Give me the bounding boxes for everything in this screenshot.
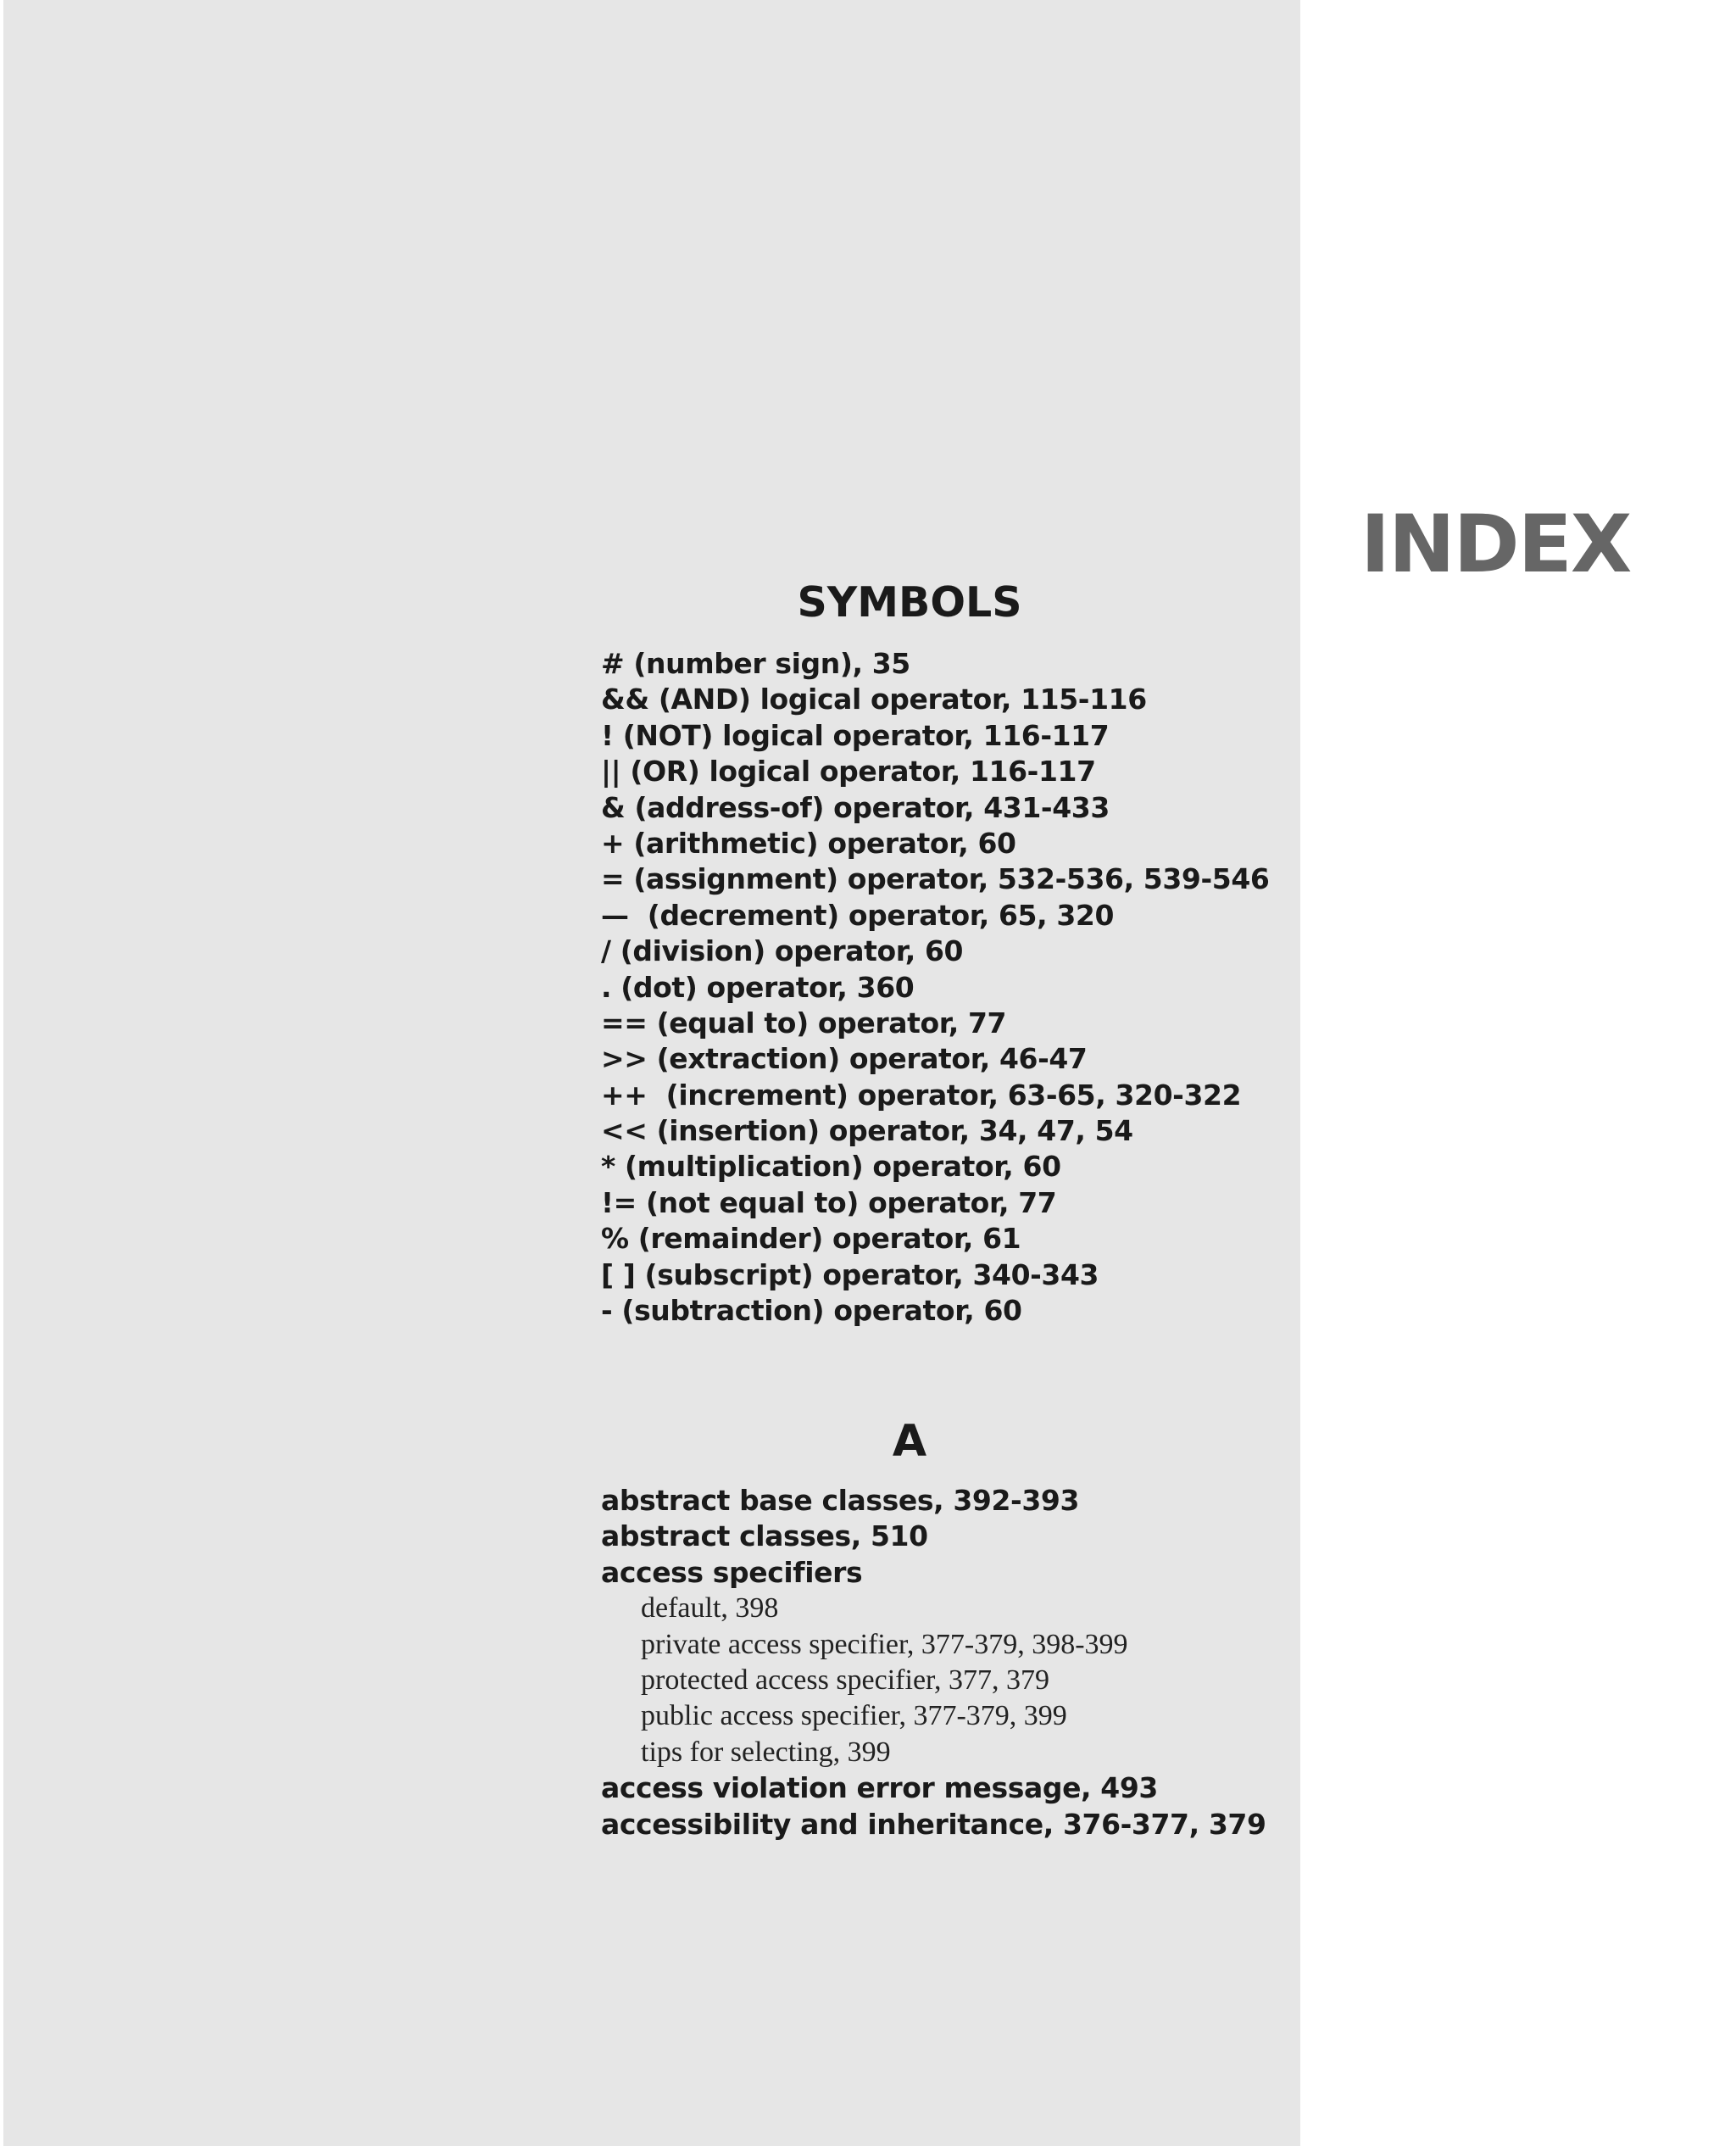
section-heading-symbols: SYMBOLS: [797, 578, 1022, 627]
index-entry: [ ] (subscript) operator, 340-343: [601, 1257, 1099, 1291]
index-subentry: private access specifier, 377-379, 398-399: [641, 1628, 1128, 1660]
index-subentry: protected access specifier, 377, 379: [641, 1664, 1049, 1696]
page-title: INDEX: [1360, 499, 1631, 591]
index-entry: accessibility and inheritance, 376-377, 379: [601, 1807, 1266, 1841]
index-entry: ! (NOT) logical operator, 116-117: [601, 718, 1110, 752]
index-subentry: public access specifier, 377-379, 399: [641, 1700, 1067, 1732]
index-entry: — (decrement) operator, 65, 320: [601, 898, 1115, 932]
index-entry: . (dot) operator, 360: [601, 970, 915, 1004]
index-entry: ++ (increment) operator, 63-65, 320-322: [601, 1078, 1242, 1112]
index-entry: << (insertion) operator, 34, 47, 54: [601, 1114, 1133, 1148]
index-subentry: tips for selecting, 399: [641, 1736, 891, 1768]
index-entry: - (subtraction) operator, 60: [601, 1294, 1022, 1328]
index-entry: != (not equal to) operator, 77: [601, 1185, 1057, 1219]
index-entry: & (address-of) operator, 431-433: [601, 790, 1110, 824]
index-entry: || (OR) logical operator, 116-117: [601, 755, 1096, 789]
section-heading-a: A: [892, 1416, 927, 1467]
a-entry-list: [601, 1483, 1266, 1842]
index-entry: access violation error message, 493: [601, 1771, 1158, 1805]
index-entry: access specifiers: [601, 1555, 863, 1589]
index-subentry: default, 398: [641, 1592, 779, 1625]
index-entry: # (number sign), 35: [601, 647, 910, 680]
index-entry: % (remainder) operator, 61: [601, 1222, 1021, 1256]
index-entry: && (AND) logical operator, 115-116: [601, 683, 1147, 716]
index-entry: = (assignment) operator, 532-536, 539-546: [601, 862, 1270, 896]
index-entry: >> (extraction) operator, 46-47: [601, 1042, 1088, 1076]
index-entry: abstract base classes, 392-393: [601, 1484, 1080, 1517]
index-entry: + (arithmetic) operator, 60: [601, 826, 1016, 860]
index-entry: * (multiplication) operator, 60: [601, 1150, 1061, 1184]
index-entry: / (division) operator, 60: [601, 934, 964, 968]
symbols-entry-list: [601, 646, 1269, 1329]
index-entry: abstract classes, 510: [601, 1519, 928, 1553]
index-entry: == (equal to) operator, 77: [601, 1006, 1007, 1040]
